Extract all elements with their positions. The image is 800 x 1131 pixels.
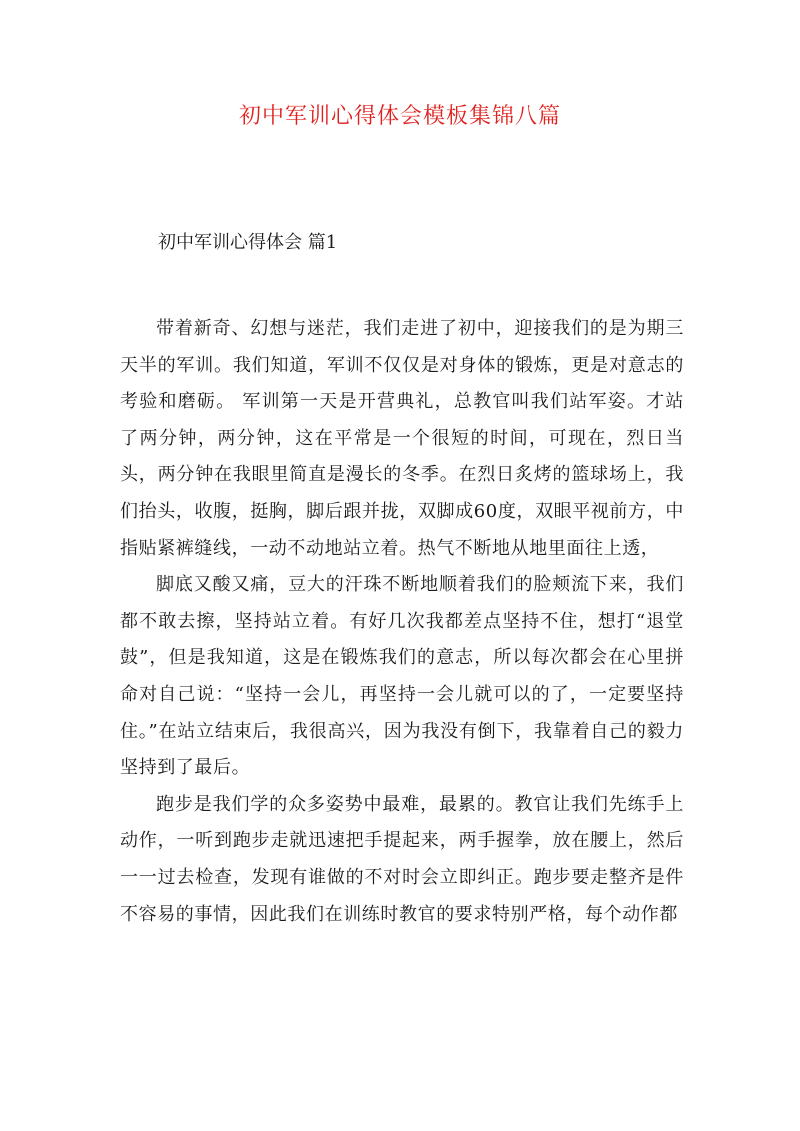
paragraph-1: 带着新奇、幻想与迷茫，我们走进了初中，迎接我们的是为期三天半的军训。我们知道，军训不仅仅是对身体的锻炼，更是对意志的考验和磨砺。 军训第一天是开营典礼，总教官叫我们站军姿。才站了两分钟，两分钟，这在平常是一个很短的时间，可现在，烈日当头，两分钟在我眼里简直是漫长的冬季。在烈日炙烤的篮球场上，我们抬头，收腹，挺胸，脚后跟并拢，双脚成60度，双眼平视前方，中指贴紧裤缝线，一动不动地站立着。热气不断地从地里面往上透，	[120, 318, 684, 559]
body-text	[120, 311, 684, 933]
section-heading: 初中军训心得体会 篇1	[158, 232, 338, 253]
paragraph-3: 跑步是我们学的众多姿势中最难，最累的。教官让我们先练手上动作，一听到跑步走就迅速把手提起来，两手握拳，放在腰上，然后一一过去检查，发现有谁做的不对时会立即纠正。跑步要走整齐是件不容易的事情，因此我们在训练时教官的要求特别严格，每个动作都	[120, 793, 684, 925]
document-title: 初中军训心得体会模板集锦八篇	[238, 104, 561, 129]
paragraph-2: 脚底又酸又痛，豆大的汗珠不断地顺着我们的脸颊流下来，我们都不敢去擦，坚持站立着。有好几次我都差点坚持不住，想打“退堂鼓”，但是我知道，这是在锻炼我们的意志，所以每次都会在心里拼命对自己说：“坚持一会儿，再坚持一会儿就可以的了，一定要坚持住。”在站立结束后，我很高兴，因为我没有倒下，我靠着自己的毅力坚持到了最后。	[120, 574, 684, 779]
